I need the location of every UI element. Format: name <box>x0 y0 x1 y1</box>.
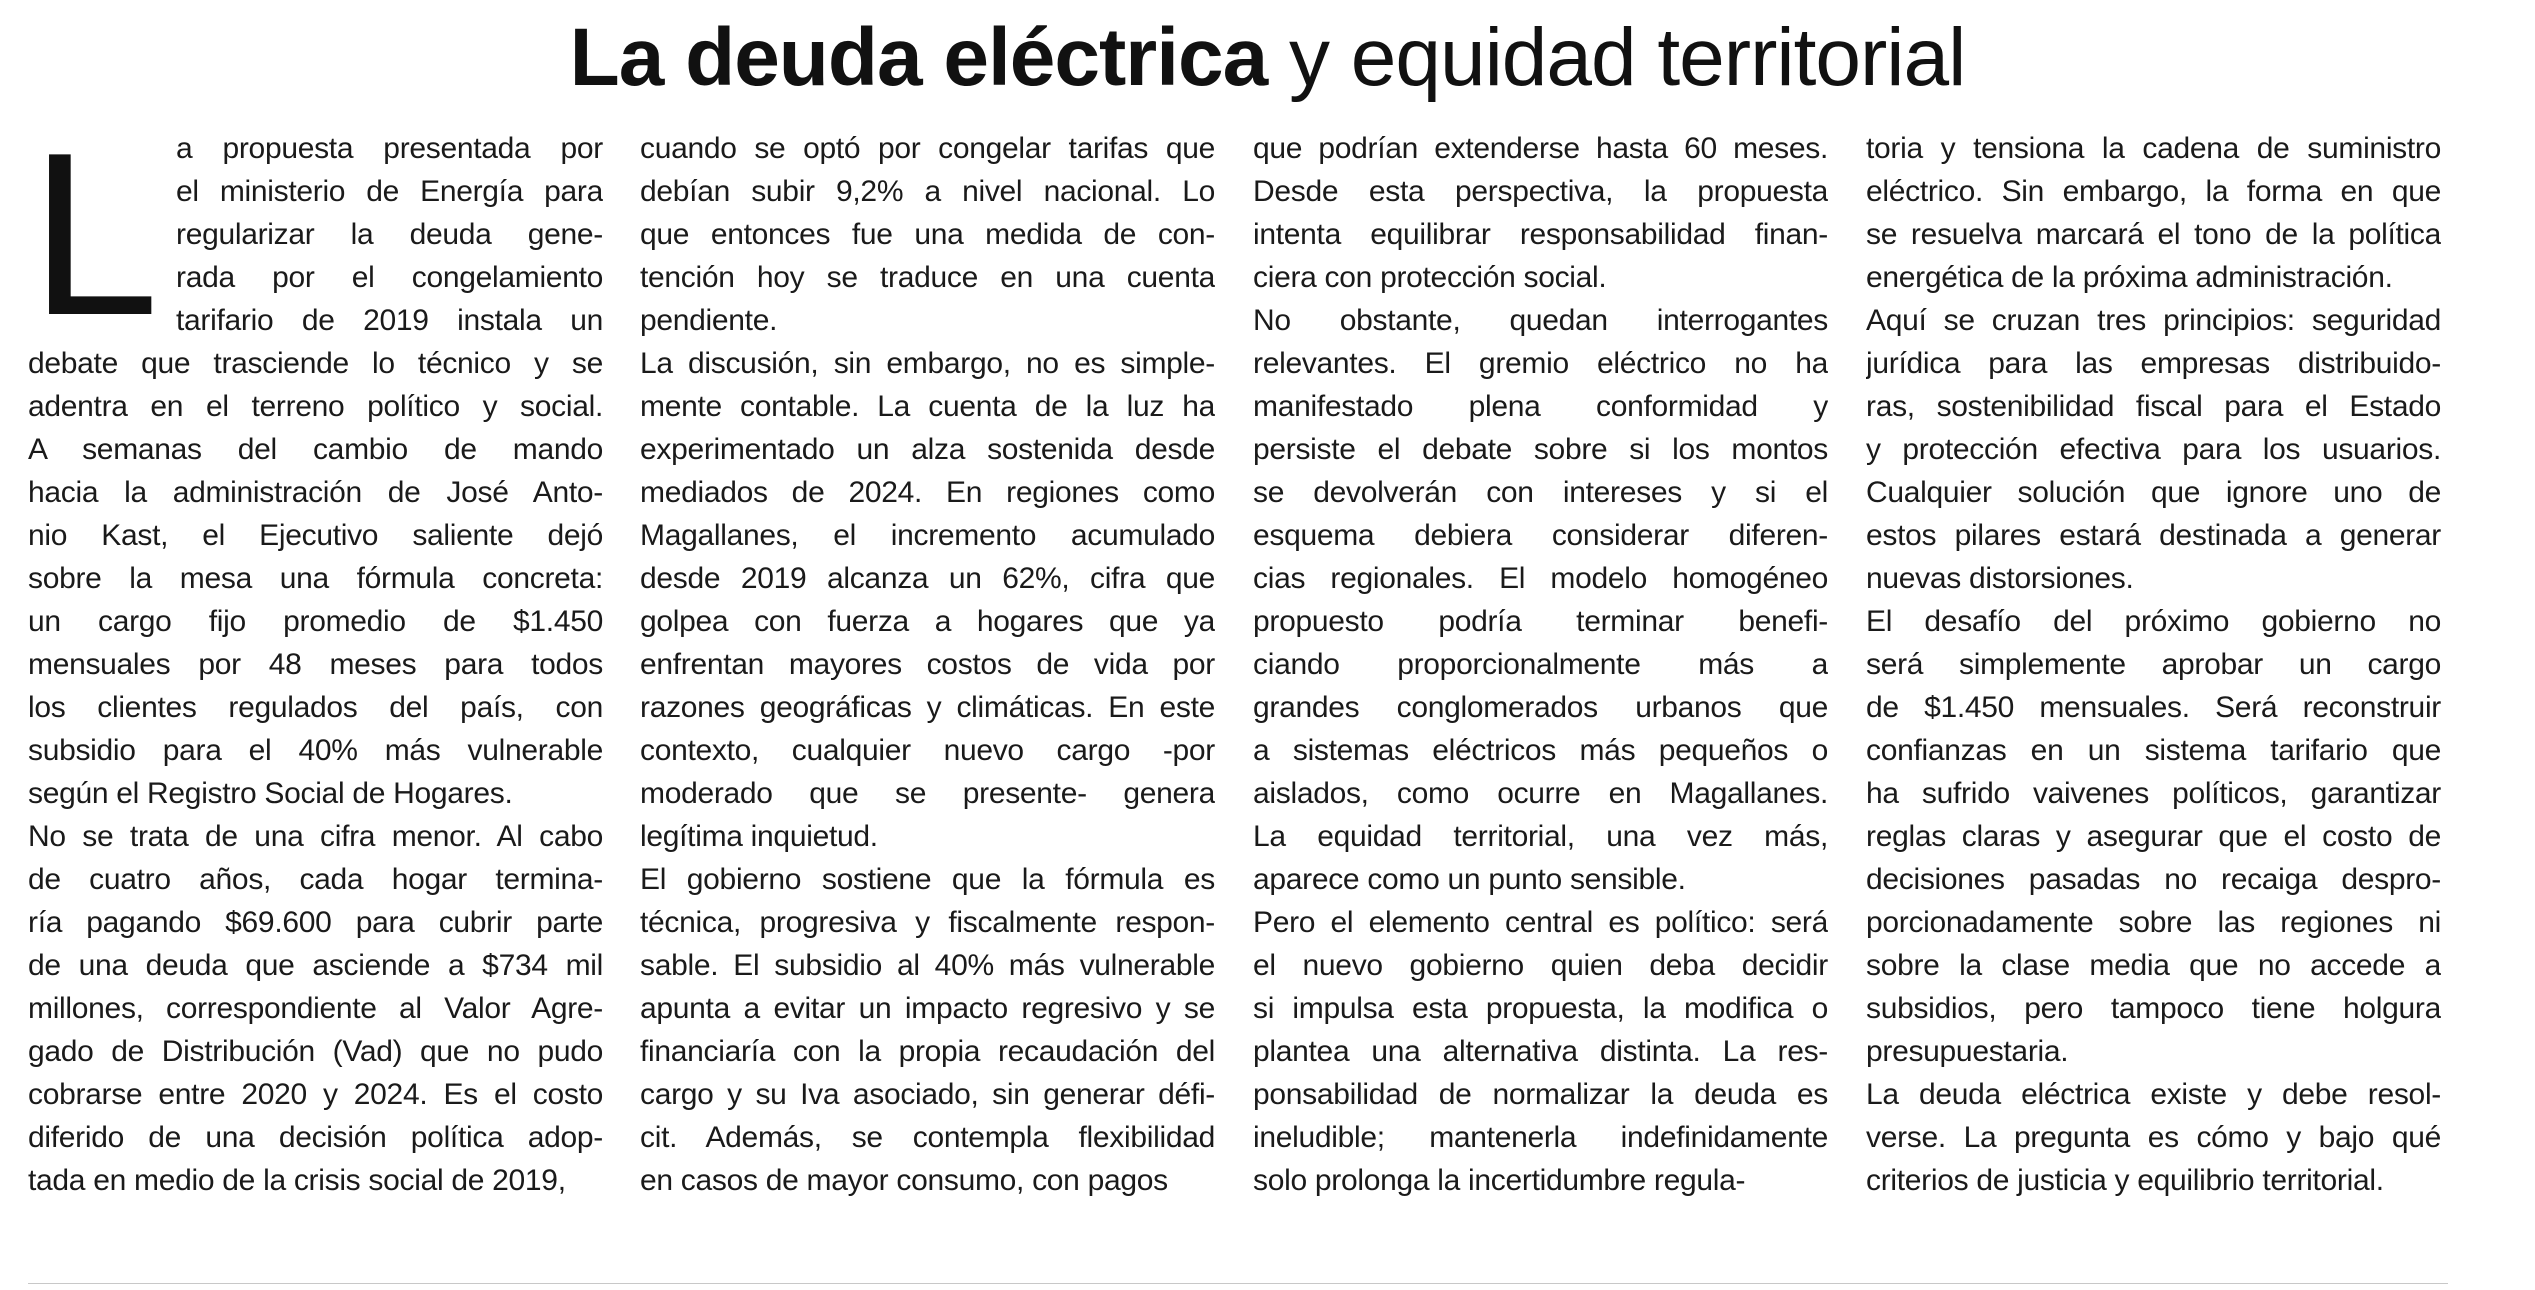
text-line: nio Kast, el Ejecutivo saliente dejó <box>28 519 603 552</box>
headline-bold-part: La deuda eléctrica <box>569 12 1268 103</box>
text-line: estos pilares estará destinada a generar <box>1866 519 2441 552</box>
text-line: golpea con fuerza a hogares que ya <box>640 605 1215 638</box>
text-line: un cargo fijo promedio de $1.450 <box>28 605 603 638</box>
bottom-rule <box>28 1283 2448 1284</box>
text-line: regularizar la deuda gene- <box>176 218 603 251</box>
text-line: cit. Además, se contempla flexibilidad <box>640 1121 1215 1154</box>
text-line: técnica, progresiva y fiscalmente respon- <box>640 906 1215 939</box>
text-line: pendiente. <box>640 304 778 337</box>
text-line: moderado que se presente- genera <box>640 777 1215 810</box>
text-line: enfrentan mayores costos de vida por <box>640 648 1215 681</box>
text-line: La equidad territorial, una vez más, <box>1253 820 1828 853</box>
text-line: será simplemente aprobar un cargo <box>1866 648 2441 681</box>
text-line: si impulsa esta propuesta, la modifica o <box>1253 992 1828 1025</box>
article-headline <box>0 8 2535 108</box>
text-line: cargo y su Iva asociado, sin generar défi- <box>640 1078 1215 1111</box>
text-line: experimentado un alza sostenida desde <box>640 433 1215 466</box>
text-line: esquema debiera considerar diferen- <box>1253 519 1828 552</box>
text-line: mensuales por 48 meses para todos <box>28 648 603 681</box>
text-line: debían subir 9,2% a nivel nacional. Lo <box>640 175 1215 208</box>
text-line: reglas claras y asegurar que el costo de <box>1866 820 2441 853</box>
text-line: energética de la próxima administración. <box>1866 261 2393 294</box>
text-line: criterios de justicia y equilibrio territorial. <box>1866 1164 2384 1197</box>
text-line: solo prolonga la incertidumbre regula- <box>1253 1164 1746 1197</box>
text-line: rada por el congelamiento <box>176 261 603 294</box>
text-line: los clientes regulados del país, con <box>28 691 603 724</box>
text-line: verse. La pregunta es cómo y bajo qué <box>1866 1121 2441 1154</box>
text-line: de una deuda que asciende a $734 mil <box>28 949 603 982</box>
text-line: confianzas en un sistema tarifario que <box>1866 734 2441 767</box>
text-line: legítima inquietud. <box>640 820 878 853</box>
text-line: A semanas del cambio de mando <box>28 433 603 466</box>
text-line: hacia la administración de José Anto- <box>28 476 603 509</box>
text-column-1 <box>28 127 603 1277</box>
text-line: persiste el debate sobre si los montos <box>1253 433 1828 466</box>
text-line: millones, correspondiente al Valor Agre- <box>28 992 603 1025</box>
text-line: aislados, como ocurre en Magallanes. <box>1253 777 1828 810</box>
text-line: cobrarse entre 2020 y 2024. Es el costo <box>28 1078 603 1111</box>
text-line: gado de Distribución (Vad) que no pudo <box>28 1035 603 1068</box>
text-column-2 <box>640 127 1215 1277</box>
text-line: porcionadamente sobre las regiones ni <box>1866 906 2441 939</box>
text-column-4 <box>1866 127 2441 1277</box>
text-line: grandes conglomerados urbanos que <box>1253 691 1828 724</box>
text-line: mediados de 2024. En regiones como <box>640 476 1215 509</box>
text-line: presupuestaria. <box>1866 1035 2069 1068</box>
text-line: se devolverán con intereses y si el <box>1253 476 1828 509</box>
article-body <box>28 127 2448 1277</box>
text-line: Magallanes, el incremento acumulado <box>640 519 1215 552</box>
text-column-3 <box>1253 127 1828 1277</box>
text-line: y protección efectiva para los usuarios. <box>1866 433 2441 466</box>
text-line: contexto, cualquier nuevo cargo -por <box>640 734 1215 767</box>
text-line: financiaría con la propia recaudación del <box>640 1035 1215 1068</box>
text-line: según el Registro Social de Hogares. <box>28 777 513 810</box>
text-line: aparece como un punto sensible. <box>1253 863 1686 896</box>
text-line: de cuatro años, cada hogar termina- <box>28 863 603 896</box>
text-line: que podrían extenderse hasta 60 meses. <box>1253 132 1828 165</box>
text-line: tención hoy se traduce en una cuenta <box>640 261 1215 294</box>
text-line: ineludible; mantenerla indefinidamente <box>1253 1121 1828 1154</box>
text-line: apunta a evitar un impacto regresivo y se <box>640 992 1215 1025</box>
text-line: propuesto podría terminar benefi- <box>1253 605 1828 638</box>
text-line: eléctrico. Sin embargo, la forma en que <box>1866 175 2441 208</box>
text-line: el nuevo gobierno quien deba decidir <box>1253 949 1828 982</box>
text-line: a propuesta presentada por <box>176 132 603 165</box>
text-line: sobre la mesa una fórmula concreta: <box>28 562 603 595</box>
text-line: el ministerio de Energía para <box>176 175 603 208</box>
text-line: sobre la clase media que no accede a <box>1866 949 2441 982</box>
text-line: de $1.450 mensuales. Será reconstruir <box>1866 691 2441 724</box>
text-line: No se trata de una cifra menor. Al cabo <box>28 820 603 853</box>
text-line: El desafío del próximo gobierno no <box>1866 605 2441 638</box>
text-line: jurídica para las empresas distribuido- <box>1866 347 2441 380</box>
text-line: ciera con protección social. <box>1253 261 1607 294</box>
text-line: ha sufrido vaivenes políticos, garantizar <box>1866 777 2441 810</box>
text-line: relevantes. El gremio eléctrico no ha <box>1253 347 1828 380</box>
text-line: desde 2019 alcanza un 62%, cifra que <box>640 562 1215 595</box>
text-line: se resuelva marcará el tono de la política <box>1866 218 2441 251</box>
text-line: que entonces fue una medida de con- <box>640 218 1215 251</box>
text-line: debate que trasciende lo técnico y se <box>28 347 603 380</box>
text-line: Desde esta perspectiva, la propuesta <box>1253 175 1828 208</box>
text-line: Pero el elemento central es político: será <box>1253 906 1828 939</box>
text-line: cias regionales. El modelo homogéneo <box>1253 562 1828 595</box>
headline-light-part: y equidad territorial <box>1267 12 1966 103</box>
text-line: sable. El subsidio al 40% más vulnerable <box>640 949 1215 982</box>
text-line: ciando proporcionalmente más a <box>1253 648 1828 681</box>
text-line: subsidios, pero tampoco tiene holgura <box>1866 992 2441 1025</box>
text-line: La deuda eléctrica existe y debe resol- <box>1866 1078 2441 1111</box>
text-line: subsidio para el 40% más vulnerable <box>28 734 603 767</box>
text-line: intenta equilibrar responsabilidad finan- <box>1253 218 1828 251</box>
text-line: en casos de mayor consumo, con pagos <box>640 1164 1168 1197</box>
drop-cap: L <box>30 135 160 335</box>
text-line: tada en medio de la crisis social de 2019, <box>28 1164 566 1197</box>
text-line: ras, sostenibilidad fiscal para el Estado <box>1866 390 2441 423</box>
text-line: Aquí se cruzan tres principios: seguridad <box>1866 304 2441 337</box>
text-line: razones geográficas y climáticas. En este <box>640 691 1215 724</box>
text-line: mente contable. La cuenta de la luz ha <box>640 390 1215 423</box>
text-line: ponsabilidad de normalizar la deuda es <box>1253 1078 1828 1111</box>
text-line: diferido de una decisión política adop- <box>28 1121 603 1154</box>
text-line: ría pagando $69.600 para cubrir parte <box>28 906 603 939</box>
text-line: toria y tensiona la cadena de suministro <box>1866 132 2441 165</box>
text-line: La discusión, sin embargo, no es simple- <box>640 347 1215 380</box>
text-line: adentra en el terreno político y social. <box>28 390 603 423</box>
text-line: a sistemas eléctricos más pequeños o <box>1253 734 1828 767</box>
text-line: No obstante, quedan interrogantes <box>1253 304 1828 337</box>
text-line: nuevas distorsiones. <box>1866 562 2134 595</box>
text-line: decisiones pasadas no recaiga despro- <box>1866 863 2441 896</box>
text-line: manifestado plena conformidad y <box>1253 390 1828 423</box>
text-line: cuando se optó por congelar tarifas que <box>640 132 1215 165</box>
text-line: plantea una alternativa distinta. La res- <box>1253 1035 1828 1068</box>
text-line: tarifario de 2019 instala un <box>176 304 603 337</box>
text-line: Cualquier solución que ignore uno de <box>1866 476 2441 509</box>
text-line: El gobierno sostiene que la fórmula es <box>640 863 1215 896</box>
